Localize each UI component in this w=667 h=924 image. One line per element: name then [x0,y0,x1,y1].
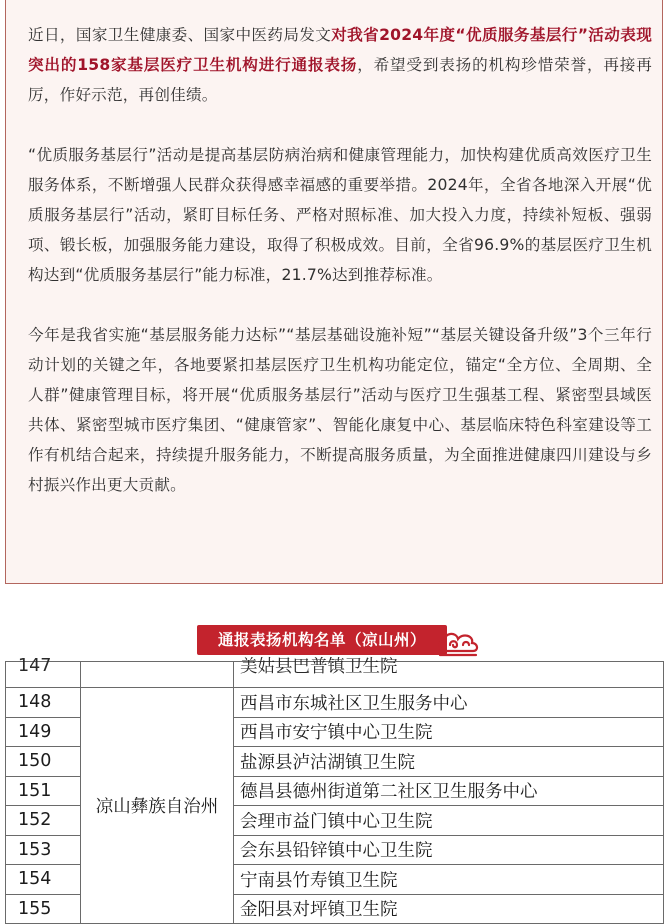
row-number: 148 [6,688,81,718]
org-table-container [0,655,667,921]
institution-name: 盐源县泸沽湖镇卫生院 [234,747,664,777]
region-cell: 凉山彝族自治州 [81,688,234,924]
org-table [5,655,664,924]
intro-paragraph-3: 今年是我省实施“基层服务能力达标”“基层基础设施补短”“基层关键设备升级”3个三年行动计划的关键之年，各地要紧扣基层医疗卫生机构功能定位，锚定“全方位、全周期、全人群”健康管理目标，将开展“优质服务基层行”活动与医疗卫生强基工程、紧密型县域医共体、紧密型城市医疗集团、“健康管家”、智能化康复中心、基层临床特色科室建设等工作有机结合起来，持续提升服务能力，不断提高服务质量，为全面推进健康四川建设与乡村振兴作出更大贡献。 [28,326,652,494]
region-cell [81,662,234,688]
row-number: 153 [6,835,81,865]
row-number: 152 [6,806,81,836]
institution-name: 会东县铅锌镇中心卫生院 [234,835,664,865]
intro-text: 近日，国家卫生健康委、国家中医药局发文 [28,26,332,44]
intro-highlight: 对我省2024年度“优质服务基层行”活动表现突出的158家基层医疗卫生机构进行通报表扬 [28,26,652,74]
institution-name: 美姑县巴普镇卫生院 [234,662,664,688]
institution-name: 宁南县竹寿镇卫生院 [234,865,664,895]
row-number: 149 [6,717,81,747]
row-number: 147 [6,662,81,688]
row-number: 154 [6,865,81,895]
institution-name: 会理市益门镇中心卫生院 [234,806,664,836]
section-banner: 通报表扬机构名单（凉山州） [197,625,447,655]
row-number: 150 [6,747,81,777]
row-number: 155 [6,894,81,924]
intro-paragraph-2: “优质服务基层行”活动是提高基层防病治病和健康管理能力，加快构建优质高效医疗卫生服务体系，不断增强人民群众获得感幸福感的重要举措。2024年，全省各地深入开展“优质服务基层行”活动，紧盯目标任务、严格对照标准、加大投入力度，持续补短板、强弱项、锻长板，加强服务能力建设，取得了积极成效。目前，全省96.9%的基层医疗卫生机构达到“优质服务基层行”能力标准，21.7%达到推荐标准。 [28,146,652,284]
institution-name: 德昌县德州街道第二社区卫生服务中心 [234,776,664,806]
institution-name: 西昌市安宁镇中心卫生院 [234,717,664,747]
table-row [6,662,664,688]
row-number: 151 [6,776,81,806]
table-row [6,688,664,718]
intro-paragraph-1 [28,20,652,110]
institution-name: 金阳县对坪镇卫生院 [234,894,664,924]
intro-box [5,0,663,584]
intro-text: ，希望受到表扬的机构珍惜荣誉，再接再厉，作好示范，再创佳绩。 [28,56,652,104]
institution-name: 西昌市东城社区卫生服务中心 [234,688,664,718]
